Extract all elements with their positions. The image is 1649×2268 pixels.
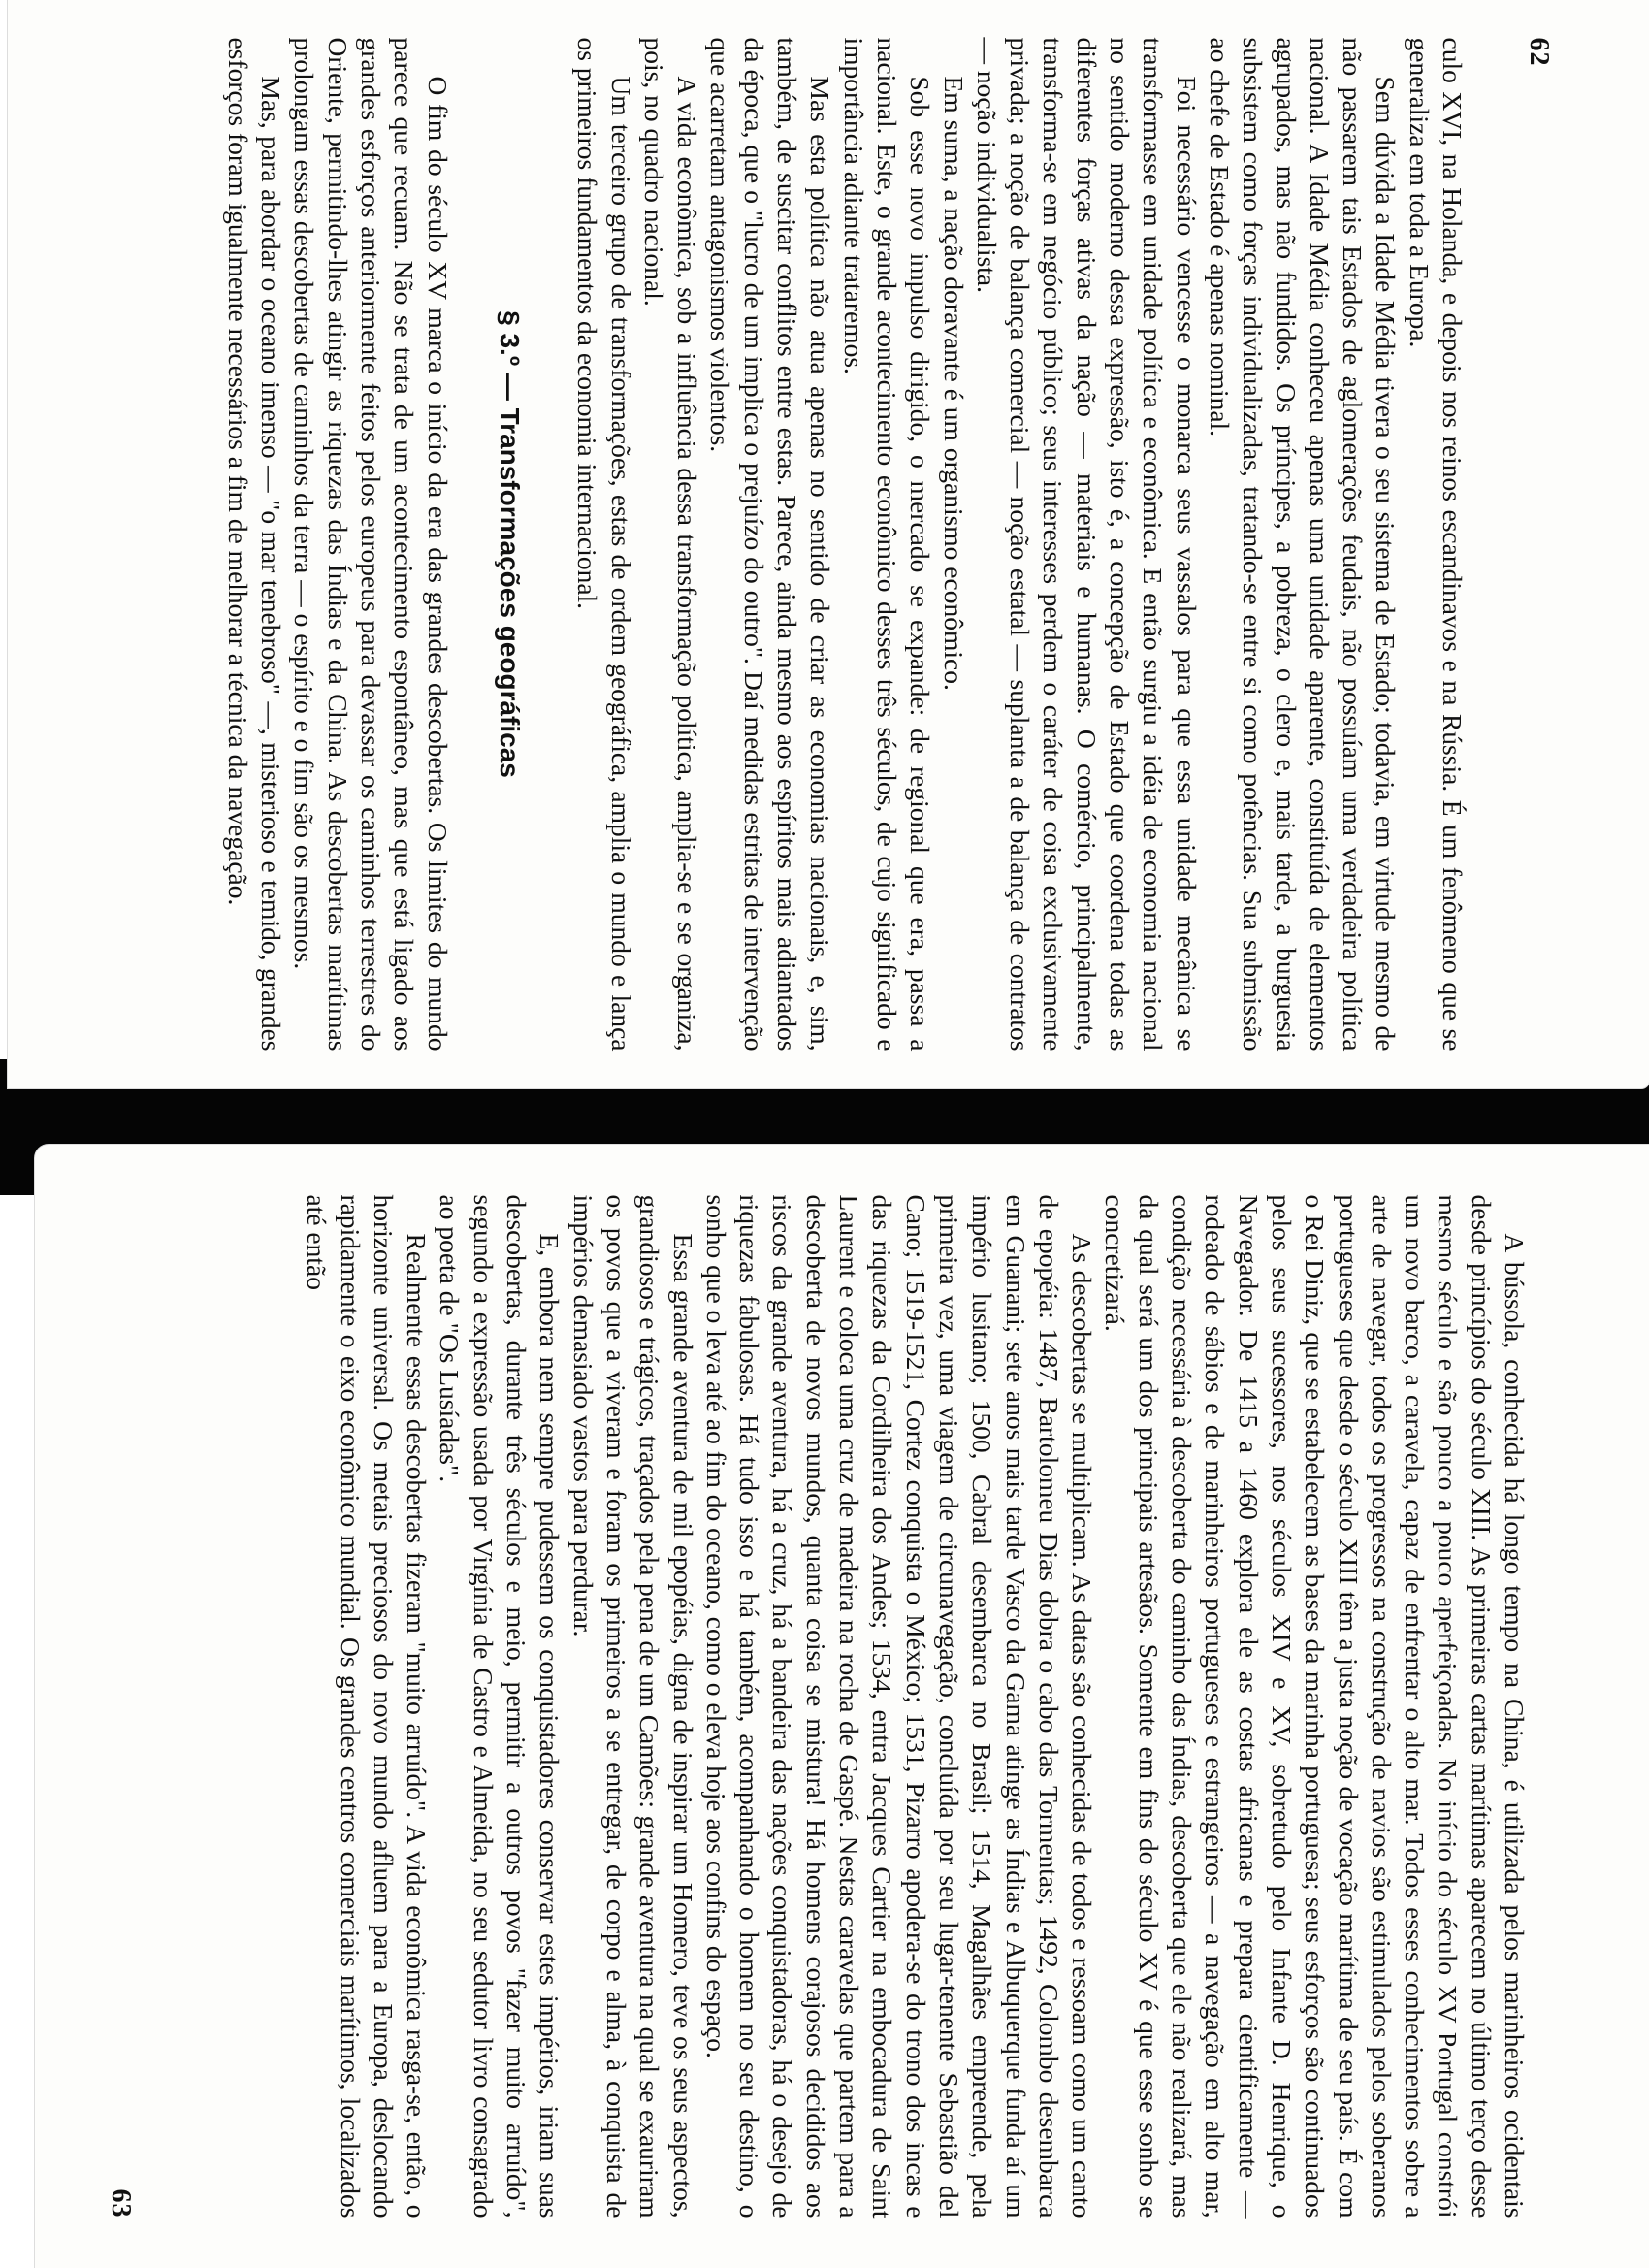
paragraph: A bússola, conhecida há longo tempo na China, é utilizada pelos marinheiros ocidentais desde princípios do século XIII. As primeiras cartas marítimas aparecem no último terço desse mesmo século e são pouco a pouco aperfeiçoadas. No início do século XV Portugal constrói um novo barco, a caravela, capaz de enfrentar o alto mar. Todos esses conhecimentos sobre a arte de navegar, todos os progressos na construção de navios são estimulados pelos soberanos portugueses que desde o século XIII têm a justa noção de vocação marítima de seu país. É com o Rei Diniz, que se estabelecem as bases da marinha portuguesa; seus esforços são continuados pelos seus sucessores, nos séculos XIV e XV, sobretudo pelo Infante D. Henrique, o Navegador. De 1415 a 1460 explora ele as costas africanas e prepara cientificamente — rodeado de sábios e de marinheiros portugueses e estrangeiros — a navegação em alto mar, condição necessária à descoberta do caminho das Índias, descoberta que ele não realizará, mas da qual será um dos principais artesãos. Somente em fins do século XV é que esse sonho se concretizará. [1100, 1194, 1530, 2219]
page-62-body [221, 38, 1469, 1052]
page-number: 62 [1524, 37, 1554, 67]
page-63-leaf [35, 1145, 1649, 2268]
paragraph: Foi necessário vencesse o monarca seus vassalos para que essa unidade mecânica se transformasse em unidade política e econômica. E então surgiu a idéia de economia nacional no sentido moderno dessa expressão, isto é, a concepção de Estado que coordena todas as diferentes forças ativas da nação — materiais e humanas. O comércio, principalmente, transforma-se em negócio público; seus interesses perdem o caráter de coisa exclusivamente privada; a noção de balança comercial — noção estatal — suplanta a de balança de contratos — noção individualista. [971, 37, 1202, 1052]
paragraph: Um terceiro grupo de transformações, estas de ordem geográfica, amplia o mundo e lança os primeiros fundamentos da economia internacional. [572, 37, 636, 1052]
paragraph: Mas, para abordar o oceano imenso — "o mar tenebroso" —, misterioso e temido, grandes esforços foram igualmente necessários a fim de melhorar a técnica da navegação. [222, 37, 287, 1052]
page-63-body [300, 1195, 1531, 2219]
paragraph: Sem dúvida a Idade Média tivera o seu sistema de Estado; todavia, em virtude mesmo de não passarem tais Estados de aglomerações feudais, não possuíam uma verdadeira política nacional. A Idade Média conheceu apenas uma unidade aparente, constituída de elementos agrupados, mas não fundidos. Os príncipes, a pobreza, o clero e, mais tarde, a burguesia subsistem como forças individualizadas, tratando-se entre si como potências. Sua submissão ao chefe de Estado é apenas nominal. [1204, 37, 1402, 1052]
paragraph: O fim do século XV marca o início da era das grandes descobertas. Os limites do mundo parece que recuam. Não se trata de um acontecimento espontâneo, mas que está ligado aos grandes esforços anteriormente feitos pelos europeus para devassar os caminhos terrestres do Oriente, permitindo-lhes atingir as riquezas das Índias e da China. As descobertas marítimas prolongam essas descobertas de caminhos da terra — o espírito e o fim são os mesmos. [289, 37, 453, 1052]
paragraph: Realmente essas descobertas fizeram "muito arruído". A vida econômica rasga-se, então, o horizonte universal. Os metais preciosos do novo mundo afluem para a Europa, deslocando rapidamente o eixo econômico mundial. Os grandes centros comerciais marítimos, localizados até então [302, 1194, 433, 2219]
paragraph: culo XVI, na Holanda, e depois nos reinos escandinavos e na Rússia. É um fenômeno que se generaliza em toda a Europa. [1404, 37, 1468, 1052]
paragraph: E, embora nem sempre pudessem os conquistadores conservar estes impérios, iriam suas descobertas, durante três séculos e meio, permitir a outros povos "fazer muito arruído", segundo a expressão usada por Virgínia de Castro e Almeida, no seu sedutor livro consagrado ao poeta de "Os Lusíadas". [435, 1194, 566, 2219]
page-63-content [85, 1195, 1599, 2219]
paragraph: Essa grande aventura de mil epopéias, digna de inspirar um Homero, teve os seus aspectos, grandiosos e trágicos, traçados pela pena de um Camões: grande aventura na qual se exauriram os povos que a viveram e foram os primeiros a se entregar, de corpo e alma, à conquista de impérios demasiado vastos para perdurar. [567, 1194, 698, 2219]
paragraph: Em suma, a nação doravante é um organismo econômico. [938, 76, 969, 691]
section-number: § 3.º [494, 310, 525, 367]
paragraph: As descobertas se multiplicam. As datas são conhecidas de todos e ressoam como um canto de epopéia: 1487, Bartolomeu Dias dobra o cabo das Tormentas; 1492, Colombo desembarca em Guanani; sete anos mais tarde Vasco da Gama atinge as Índias e Albuquerque funda aí um império lusitano; 1500, Cabral desembarca no Brasil; 1514, Magalhães empreende, pela primeira vez, uma viagem de circunavegação, concluída por seu lugar-tenente Sebastião del Cano; 1519-1521, Cortez conquista o México; 1531, Pizarro apodera-se do trono dos incas e das riquezas da Cordilheira dos Andes; 1534, entra Jacques Cartier na embocadura de Saint Laurent e coloca uma cruz de madeira na rocha de Gaspé. Nestas caravelas que partem para a descoberta de novos mundos, quanta coisa se mistura! Há homens corajosos decididos aos riscos da grande aventura, há a cruz, há a bandeira das nações conquistadoras, há o desejo de riquezas fabulosas. Há tudo isso e há também, acompanhando o homem no seu destino, o sonho que o leva até ao fim do oceano, como o eleva hoje aos confins do espaço. [700, 1194, 1098, 2219]
section-heading [493, 38, 526, 1052]
page-62-leaf [8, 0, 1649, 1088]
section-title: — Transformações geográficas [494, 373, 525, 778]
page-number: 63 [106, 2188, 136, 2219]
paragraph: Sob esse novo impulso dirigido, o mercado se expande: de regional que era, passa a nacional. Este, o grande acontecimento econômico desses três séculos, de cujo significado e importância adiante trataremos. [838, 37, 936, 1052]
paragraph: A vida econômica, sob a influência dessa transformação política, amplia-se e se organiza, pois, no quadro nacional. [638, 37, 703, 1052]
paragraph: Mas esta política não atua apenas no sentido de criar as economias nacionais, e, sim, também, de suscitar conflitos entre estas. Parece, ainda mesmo aos espíritos mais adiantados da época, que o "lucro de um implica o prejuízo do outro". Daí medidas estritas de intervenção que acarretam antagonismos violentos. [705, 37, 836, 1052]
page-62-content [81, 38, 1575, 1052]
